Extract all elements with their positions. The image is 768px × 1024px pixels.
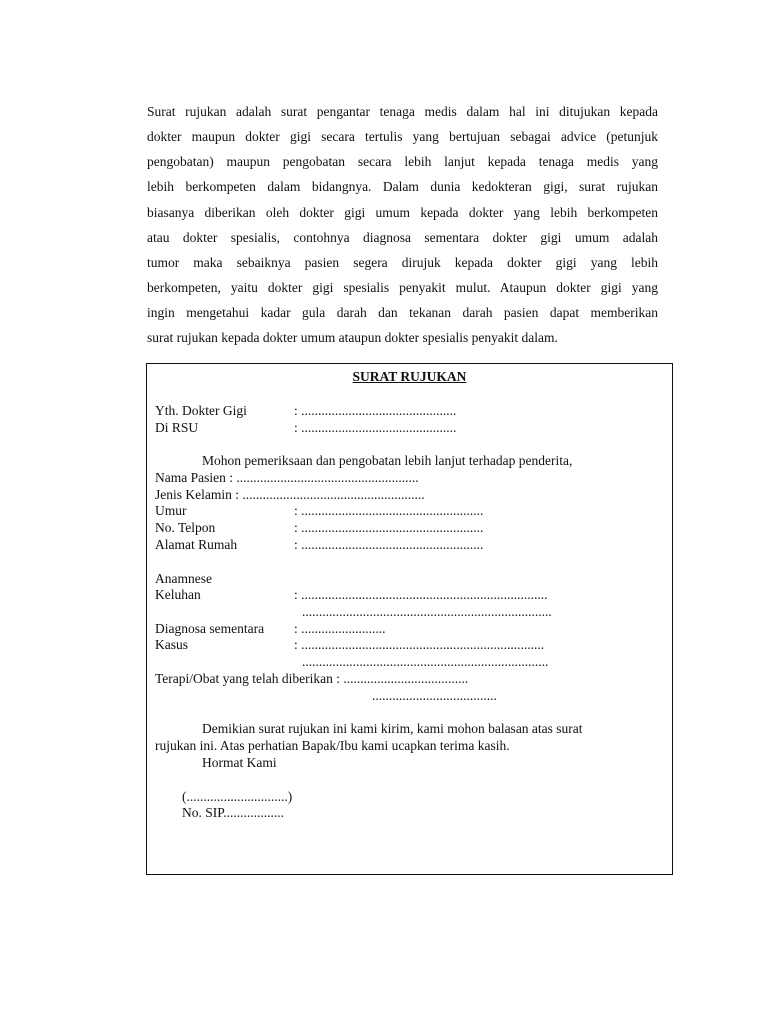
diagnosa-label: Diagnosa sementara <box>155 621 265 636</box>
request-text: Mohon pemeriksaan dan pengobatan lebih lanjut terhadap penderita, <box>202 453 573 468</box>
intro-line: Surat rujukan adalah surat pengantar tenaga medis dalam hal ini ditujukan kepada <box>147 104 658 119</box>
intro-line: lebih berkompeten dalam bidangnya. Dalam dunia kedokteran gigi, surat rujukan <box>147 179 658 194</box>
intro-line: tumor maka sebaiknya pasien segera dirujuk kepada dokter gigi yang lebih <box>147 255 658 270</box>
hormat-kami: Hormat Kami <box>202 755 277 770</box>
jenis-kelamin-field[interactable]: Jenis Kelamin : ...................................................... <box>155 487 425 502</box>
form-title: SURAT RUJUKAN <box>352 369 467 384</box>
closing-text: Demikian surat rujukan ini kami kirim, kami mohon balasan atas surat <box>202 721 583 736</box>
keluhan-field[interactable]: : ......................................................................... <box>294 587 548 602</box>
umur-field[interactable]: : ...................................................... <box>294 503 484 518</box>
intro-line: atau dokter spesialis, contohnya diagnosa sementara dokter gigi umum adalah <box>147 230 658 245</box>
rsu-label: Di RSU <box>155 420 199 435</box>
intro-line: ingin mengetahui kadar gula darah dan tekanan darah pasien dapat memberikan <box>147 305 658 320</box>
keluhan-label: Keluhan <box>155 587 201 602</box>
diagnosa-field[interactable]: : ......................... <box>294 621 386 636</box>
intro-line: berkompeten, yaitu dokter gigi spesialis penyakit mulut. Ataupun dokter gigi yang <box>147 280 658 295</box>
rsu-field[interactable]: : .............................................. <box>294 420 457 435</box>
intro-line: surat rujukan kepada dokter umum ataupun dokter spesialis penyakit dalam. <box>147 330 558 345</box>
sip-number[interactable]: No. SIP.................. <box>182 805 285 820</box>
terapi-field-continued[interactable]: ..................................... <box>372 688 497 703</box>
anamnese-label: Anamnese <box>155 571 212 586</box>
intro-line: pengobatan) maupun pengobatan secara lebih lanjut kepada tenaga medis yang <box>147 154 658 169</box>
umur-label: Umur <box>155 503 187 518</box>
telpon-field[interactable]: : ...................................................... <box>294 520 484 535</box>
closing-text: rujukan ini. Atas perhatian Bapak/Ibu kami ucapkan terima kasih. <box>155 738 510 753</box>
keluhan-field-continued[interactable]: .......................................................................... <box>302 604 552 619</box>
intro-line: dokter maupun dokter gigi secara tertulis yang bertujuan sebagai advice (petunjuk <box>147 129 658 144</box>
yth-field[interactable]: : .............................................. <box>294 403 457 418</box>
kasus-label: Kasus <box>155 637 188 652</box>
alamat-field[interactable]: : ...................................................... <box>294 537 484 552</box>
intro-line: biasanya diberikan oleh dokter gigi umum kepada dokter yang lebih berkompeten <box>147 205 658 220</box>
signature-line[interactable]: (..............................) <box>182 789 293 804</box>
referral-form <box>146 363 673 875</box>
terapi-field[interactable]: Terapi/Obat yang telah diberikan : ..................................... <box>155 671 469 686</box>
kasus-field-continued[interactable]: ......................................................................... <box>302 654 549 669</box>
telpon-label: No. Telpon <box>155 520 216 535</box>
alamat-label: Alamat Rumah <box>155 537 238 552</box>
kasus-field[interactable]: : ........................................................................ <box>294 637 545 652</box>
yth-label: Yth. Dokter Gigi <box>155 403 247 418</box>
nama-pasien-field[interactable]: Nama Pasien : ...................................................... <box>155 470 419 485</box>
